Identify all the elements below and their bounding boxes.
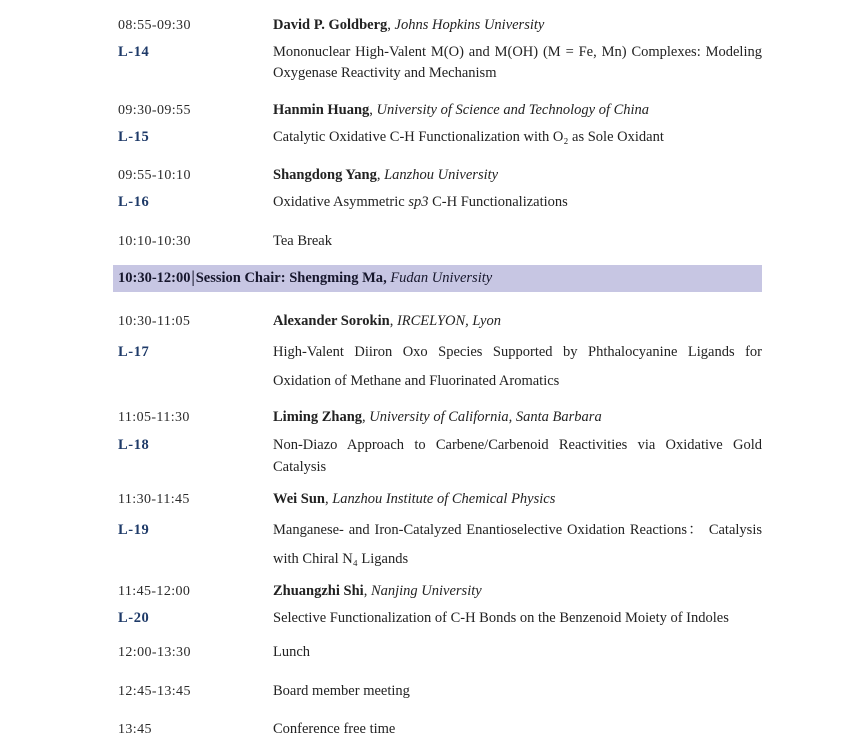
break-row-board-meeting [118,681,762,702]
separator: , [389,313,397,329]
speaker-name: David P. Goldberg [273,17,388,33]
title-part: C-H Functionalizations [428,194,568,210]
title-part-italic: sp3 [408,194,429,210]
break-label: Tea Break [273,233,332,249]
break-label: Lunch [273,644,311,660]
speaker-name: Liming Zhang [273,409,363,425]
speaker-line [273,311,762,332]
speaker-affiliation: Lanzhou Institute of Chemical Physics [332,491,556,507]
lecture-code: L-14 [118,44,150,60]
talk-title: Selective Functionalization of C-H Bonds on the Benzenoid Moiety of Indoles [273,610,729,626]
divider-bar: | [191,268,195,288]
time-slot: 11:30-11:45 [118,492,190,507]
speaker-name: Hanmin Huang [273,102,370,118]
separator: , [387,17,395,33]
talk-title: High-Valent Diiron Oxo Species Supported by Phthalocyanine Ligands for Oxidation of Methane and Fluorinated Aromatics [273,344,762,389]
speaker-affiliation: Lanzhou University [384,167,499,183]
speaker-affiliation: Nanjing University [370,583,482,599]
time-slot: 09:55-10:10 [118,168,191,183]
lecture-code: L-15 [118,129,150,145]
speaker-line [273,489,762,510]
talk-title: Manganese- and Iron-Catalyzed Enantioselective Oxidation Reactions： Catalysis with Chiral N₄ Ligands [273,522,762,567]
time-slot: 10:10-10:30 [118,234,191,249]
time-slot: 11:05-11:30 [118,410,190,425]
separator: , [369,102,377,118]
speaker-name: Alexander Sorokin [273,313,390,329]
title-part: Oxidative Asymmetric [273,194,409,210]
talk-title: Mononuclear High-Valent M(O) and M(OH) (M = Fe, Mn) Complexes: Modeling Oxygenase Reactivity and Mechanism [273,44,762,81]
time-slot: 11:45-12:00 [118,584,191,599]
speaker-affiliation: University of California, Santa Barbara [369,409,602,425]
session-item-l15 [118,100,762,148]
lecture-code: L-17 [118,344,150,360]
lecture-code: L-19 [118,522,150,538]
separator: , [383,270,391,286]
separator: , [376,167,385,183]
separator: , [324,491,333,507]
talk-title: Non-Diazo Approach to Carbene/Carbenoid Reactivities via Oxidative Gold Catalysis [273,437,762,475]
speaker-name: Zhuangzhi Shi [273,583,364,599]
time-slot: 09:30-09:55 [118,103,191,118]
speaker-line [273,15,762,36]
break-label: Board member meeting [273,683,410,699]
speaker-line [273,581,762,602]
chair-affiliation: Fudan University [390,270,493,286]
session-item-l17 [118,311,762,396]
session-item-l14 [118,15,762,84]
speaker-line [273,100,762,121]
session-item-l18 [118,407,762,478]
talk-title: Catalytic Oxidative C-H Functionalization with O₂ as Sole Oxidant [273,129,664,145]
session-item-l19 [118,489,762,574]
colon: : [280,270,286,286]
speaker-affiliation: Johns Hopkins University [394,17,545,33]
session-chair-banner [113,265,762,292]
break-row-tea [118,231,762,252]
break-row-lunch [118,642,762,663]
lecture-code: L-16 [118,194,150,210]
break-label: Conference free time [273,721,396,737]
time-slot: 08:55-09:30 [118,18,191,33]
time-slot: 12:45-13:45 [118,684,191,699]
session-item-l20 [118,581,762,629]
talk-title [273,192,762,213]
session-item-l16 [118,165,762,213]
lecture-code: L-18 [118,437,150,453]
speaker-name: Wei Sun [273,491,325,507]
break-row-free-time [118,719,762,740]
speaker-affiliation: IRCELYON, Lyon [396,313,501,329]
speaker-name: Shangdong Yang [273,167,377,183]
session-chair-label: Session Chair [195,270,281,286]
chair-name: Shengming Ma [289,270,384,286]
time-slot: 12:00-13:30 [118,645,191,660]
speaker-affiliation: University of Science and Technology of China [376,102,650,118]
time-slot: 13:45 [118,722,152,737]
speaker-line [273,407,762,428]
speaker-line [273,165,762,186]
separator: , [362,409,370,425]
lecture-code: L-20 [118,610,150,626]
separator: , [363,583,371,599]
session-time: 10:30-12:00 [118,270,191,286]
time-slot: 10:30-11:05 [118,314,191,329]
